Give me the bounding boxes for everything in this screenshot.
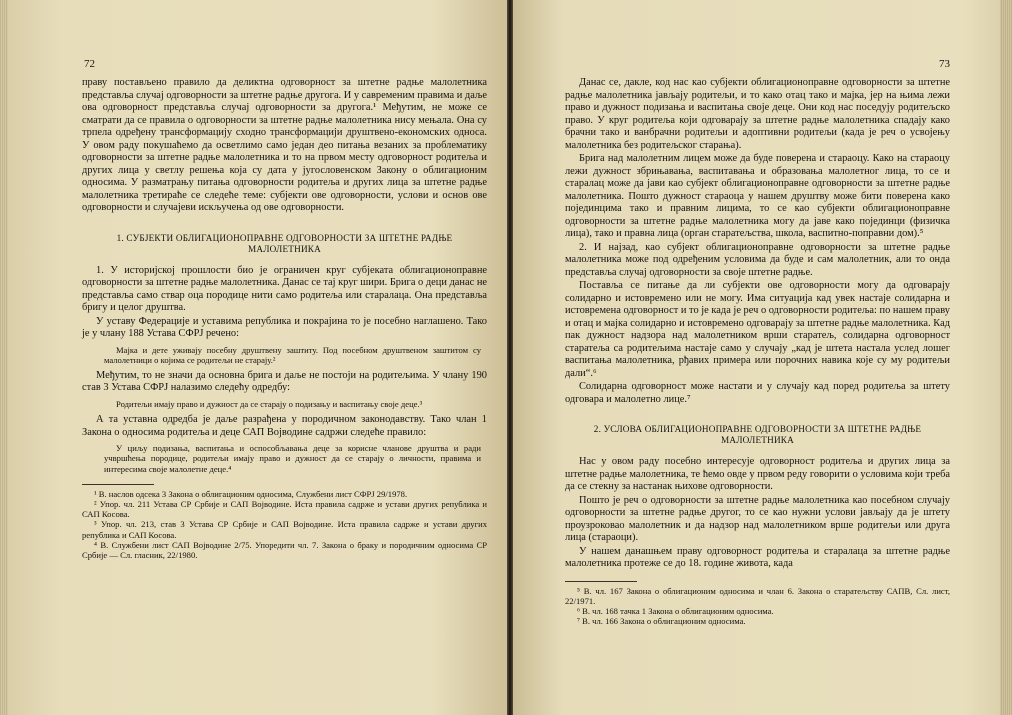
section-1-heading: 1. СУБЈЕКТИ ОБЛИГАЦИОНОПРАВНЕ ОДГОВОРНОСТИ ЗА ШТЕТНЕ РАДЊЕ МАЛОЛЕТНИКА — [116, 232, 453, 254]
page-number-right: 73 — [939, 58, 950, 70]
left-footnotes — [82, 489, 487, 560]
right-paragraph-4: Поставља се питање да ли субјекти ове одговорности могу да одговарају солидарно и истовремено или не могу. Има ситуација кад увек настаје солидарна и истовремена одговорност и то је када је реч о одговорности родитеља: по нашем праву и отац и мајка солидарно и истовремено одговарају за штетне радње малолетника. Кад пак дужност надзора над малолетником врши старатељ, солидарна одговорност старатеља са родитељима настаје само у случају „кад је штета настала услед лошег васпитања малолетника, рђавих примера или порочних навика које су му родитељи дали“.⁶ — [565, 280, 950, 379]
footnote-4: ⁴ В. Службени лист САП Војводине 2/75. Упоредити чл. 7. Закона о браку и породичним односима СР Србије — Сл. гласник, 22/1980. — [82, 539, 487, 560]
left-paragraph-3: Међутим, то не значи да основна брига и даље не постоји на родитељима. У члану 190 став 3 Устава СФРЈ налазимо следећу одредбу: — [82, 369, 487, 394]
section-2-heading: 2. УСЛОВА ОБЛИГАЦИОНОПРАВНЕ ОДГОВОРНОСТИ ЗА ШТЕТНЕ РАДЊЕ МАЛОЛЕТНИКА — [593, 424, 922, 445]
footnote-6: ⁶ В. чл. 168 тачка 1 Закона о облигационим односима. — [577, 605, 774, 616]
right-paragraph-3: 2. И најзад, као субјект облигационоправне одговорности за штетне радње малолетника може под одређеним условима да буде и сам малолетник, али то онда представља случај одговорности за своје штетне радње. — [565, 241, 950, 278]
right-paragraph-1: Данас се, дакле, код нас као субјекти облигационоправне одговорности за штетне радње малолетника јављају родитељи, и то како отац тако и мајка, јер на њима лежи право и дужност подизања и васпитања своје деце. Они код нас поседују родитељско право. У круг родитеља који одговарају за штетне радње малолетника спадају како брачни тако и ванбрачни родитељи и адоптивни родитељи (када је реч о усвојењу малолетника без родитељског старања). — [565, 77, 950, 151]
footnote-2: ² Упор. чл. 211 Устава СР Србије и САП Војводине. Иста правила садрже и устави других република и САП Косова. — [82, 498, 487, 520]
right-paragraph-5: Солидарна одговорност може настати и у случају кад поред родитеља за штету одговара и малолетно лице.⁷ — [565, 381, 950, 405]
right-footnotes — [565, 586, 950, 627]
footnote-5: ⁵ В. чл. 167 Закона о облигационим односима и члан 6. Закона о старатељству САПВ, Сл. лист, 22/1971. — [565, 585, 950, 606]
block-quote-1-text: Мајка и дете уживају посебну друштвену заштиту. Под посебном друштвеном заштитом су малолетници о којима се родитељи не старају.² — [104, 344, 481, 365]
footnote-divider-right — [565, 581, 637, 582]
page-edge-right — [1000, 0, 1012, 715]
right-paragraph-2: Брига над малолетним лицем може да буде поверена и стараоцу. Како на стараоцу лежи дужност збрињавања, васпитавања и образовања малолетног лица, то се и старалац може да јави као субјект облигационоправне одговорности за штетне радње малолетника. Пошто дужност стараоца у нашем друштву може бити поверена како појединцима тако и правним лицима, то се као субјекти облигационоправне одговорности за штетне радње малолетника могу да јаве како појединци (физичка лица), тако и правна лица (орган старатељства, школа, васпитно-поправни дом).⁵ — [565, 153, 950, 239]
right-body-text — [565, 77, 950, 571]
footnote-1: ¹ В. наслов одсека 3 Закона о облигационим односима, Службени лист СФРЈ 29/1978. — [94, 488, 408, 499]
right-page — [513, 0, 1012, 715]
intro-paragraph: праву постављено правило да деликтна одговорност за штетне радње малолетника представља случај одговорности за штетне радње другога. И у савременим правима и даље ова одговорност представља случај одговорности за другога.¹ Међутим, не може се сматрати да се правила о одговорности за штетне радње малолетника нису мењала. Она су трпела одређену трансформацију сходно трансформацији друштвено-економских односа. У овом раду покушаћемо да осветлимо само један део питања везаних за проблематику одговорности за штетне радње малолетника и то на првом месту одговорност родитеља и других лица у светлу решења која су дата у југословенском Закону о облигационим односима. У разматрању питања одговорности родитеља и других лица за штетне радње малолетника третираће се следеће теме: субјекти ове одговорности, услови и основ ове одговорности и случајеви искључења од ове одговорности. — [82, 77, 487, 213]
left-paragraph-2: У уставу Федерације и уставима република и покрајина то је посебно наглашено. Тако је у члану 188 Устава СФРЈ речено: — [82, 315, 487, 339]
page-number-left: 72 — [84, 58, 95, 70]
left-body-text — [82, 77, 487, 474]
page-edge-left — [0, 0, 8, 715]
block-quote-2 — [104, 399, 481, 409]
right-paragraph-7: Пошто је реч о одговорности за штетне радње малолетника као посебном случају одговорности за штетне радње другог, то се као нужни услови јављају да је штету проузроковао малолетник и да надзор над малолетником врше родитељи или друга лица (стараоци). — [565, 494, 950, 543]
block-quote-1 — [104, 345, 481, 365]
left-paragraph-1: 1. У историјској прошлости био је ограничен круг субјеката облигационоправне одговорности за штетне радње малолетника. Данас се тај круг шири. Брига о деци данас не представља само ствар оца породице нити само родитеља или старалаца. Она представља бригу и целог друштва. — [82, 264, 487, 313]
block-quote-2-text: Родитељи имају право и дужност да се старају о подизању и васпитању своје деце.³ — [116, 398, 423, 409]
left-paragraph-4: А та уставна одредба је даље разрађена у породичном законодавству. Тако члан 1 Закона о односима родитеља и деце САП Војводине садржи следеће правило: — [82, 414, 487, 438]
footnote-3: ³ Упор. чл. 213, став 3 Устава СР Србије и САП Војводине. Иста правила садрже и устави других република и САП Косова. — [82, 519, 487, 540]
block-quote-3 — [104, 443, 481, 474]
right-paragraph-8: У нашем данашњем праву одговорност родитеља и старалаца за штетне радње малолетника протеже се до 18. године живота, када — [565, 545, 950, 569]
right-paragraph-6: Нас у овом раду посебно интересује одговорност родитеља и других лица за штетне радње малолетника, те ћемо овде у првом реду говорити о условима који треба да се стекну за настанак њихове одговорности. — [565, 456, 950, 492]
footnote-7: ⁷ В. чл. 166 Закона о облигационим односима. — [577, 616, 746, 627]
block-quote-3-text: У циљу подизања, васпитања и оспособљавања деце за корисне чланове друштва и ради учвршћења породице, родитељи имају право и дужност да се старају о личности, правима и интересима своје малолетне деце.⁴ — [104, 443, 481, 474]
footnote-divider-left — [82, 484, 154, 485]
